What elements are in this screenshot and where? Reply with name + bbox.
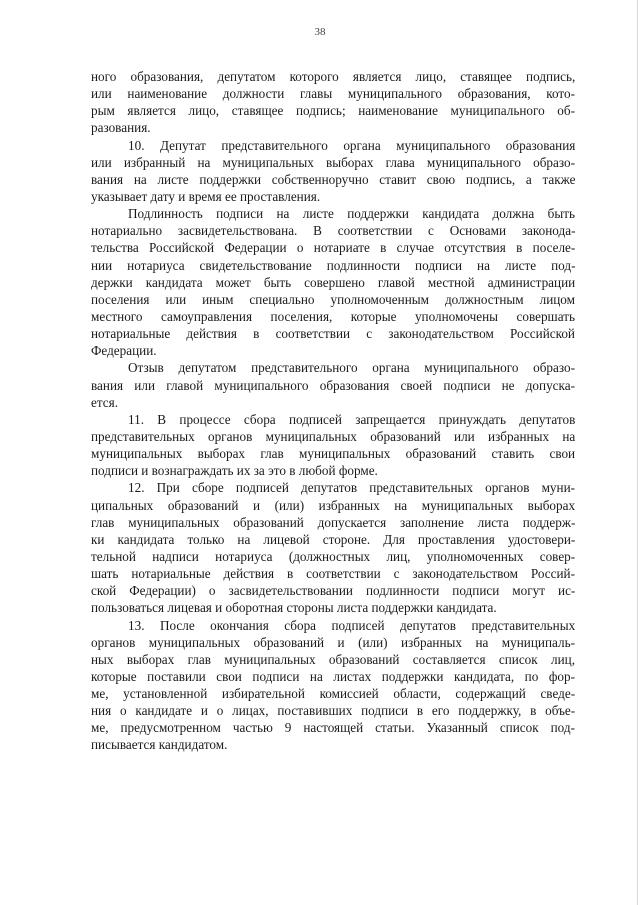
text-line: ки кандидата только на лицевой стороне. Для проставления удостовери- bbox=[91, 531, 576, 547]
text-line: местного самоуправления поселения, которые уполномочены совершать bbox=[91, 308, 575, 324]
text-line: ных выборах глав муниципальных образований составляется список лиц, bbox=[91, 651, 575, 667]
text-line: или избранный на муниципальных выборах глава муниципального образо- bbox=[91, 154, 575, 170]
text-line: или наименование должности главы муниципального образования, кото- bbox=[91, 86, 575, 102]
text-line: шать нотариальные действия в соответствии с законодательством Россий- bbox=[91, 566, 575, 582]
text-line: вания или главой муниципального образования своей подписи не допуска- bbox=[91, 377, 575, 393]
text-line: тельства Российской Федерации о нотариате в случае отсутствия в поселе- bbox=[91, 240, 576, 256]
text-line: которые поставили свои подписи на листах поддержки кандидата, по фор- bbox=[91, 668, 575, 684]
text-line: 11. В процессе сбора подписей запрещается принуждать депутатов bbox=[128, 411, 576, 427]
text-line: 10. Депутат представительного органа муниципального образования bbox=[128, 137, 576, 153]
text-line: тельной надписи нотариуса (должностных лиц, уполномоченных совер- bbox=[91, 548, 576, 564]
text-line: представительных органов муниципальных образований или избранных на bbox=[91, 428, 576, 444]
text-line: рым является лицо, ставящее подпись; наименование муниципального об- bbox=[91, 103, 575, 119]
text-line: ного образования, депутатом которого является лицо, ставящее подпись, bbox=[91, 69, 576, 84]
text-line: Подлинность подписи на листе поддержки кандидата должна быть bbox=[128, 206, 575, 222]
page-number: 38 bbox=[314, 26, 326, 38]
text-line: 13. После окончания сбора подписей депутатов представительных bbox=[128, 617, 576, 633]
text-line: держки кандидата может быть совершено главой местной администрации bbox=[91, 274, 576, 290]
text-line: вания на листе поддержки собственноручно ставит свою подпись, а также bbox=[91, 171, 576, 187]
text-line: писывается кандидатом. bbox=[91, 737, 228, 753]
text-line: органов муниципальных образований и (или) избранных на муниципаль- bbox=[91, 634, 575, 650]
text-line: ме, установленной избирательной комиссией области, содержащий сведе- bbox=[91, 686, 576, 702]
text-line: разования. bbox=[91, 120, 151, 136]
text-line: Отзыв депутатом представительного органа муниципального образо- bbox=[128, 360, 575, 376]
text-line: 12. При сборе подписей депутатов представительных органов муни- bbox=[128, 480, 576, 496]
text-line: ния о кандидате и о лицах, поставивших подписи в его поддержку, в объе- bbox=[91, 703, 576, 719]
body-text bbox=[91, 68, 575, 754]
text-line: муниципальных выборах глав муниципальных образований ставить свои bbox=[91, 446, 576, 462]
text-line: ципальных образований и (или) избранных на муниципальных выборах bbox=[91, 497, 576, 513]
text-line: ется. bbox=[91, 394, 118, 410]
text-line: Федерации. bbox=[91, 343, 157, 359]
text-line: нотариально засвидетельствована. В соответствии с Основами законода- bbox=[91, 223, 576, 239]
text-line: ме, предусмотренном частью 9 настоящей статьи. Указанный список под- bbox=[91, 720, 575, 736]
text-line: глав муниципальных образований допускается заполнение листа поддерж- bbox=[91, 514, 576, 530]
text-line: нии нотариуса свидетельствование подлинности подписи на листе под- bbox=[91, 257, 576, 273]
text-line: нотариальные действия в соответствии с законодательством Российской bbox=[91, 326, 575, 342]
text-line: поселения или иным специально уполномоченным должностным лицом bbox=[91, 291, 575, 307]
text-line: пользоваться лицевая и оборотная стороны листа поддержки кандидата. bbox=[91, 600, 497, 616]
text-line: указывает дату и время ее проставления. bbox=[91, 188, 321, 204]
page-edge-shadow bbox=[637, 0, 638, 905]
text-line: подписи и вознаграждать их за это в любой форме. bbox=[91, 463, 378, 479]
text-line: ской Федерации) о засвидетельствовании подлинности подписи могут ис- bbox=[91, 583, 576, 599]
